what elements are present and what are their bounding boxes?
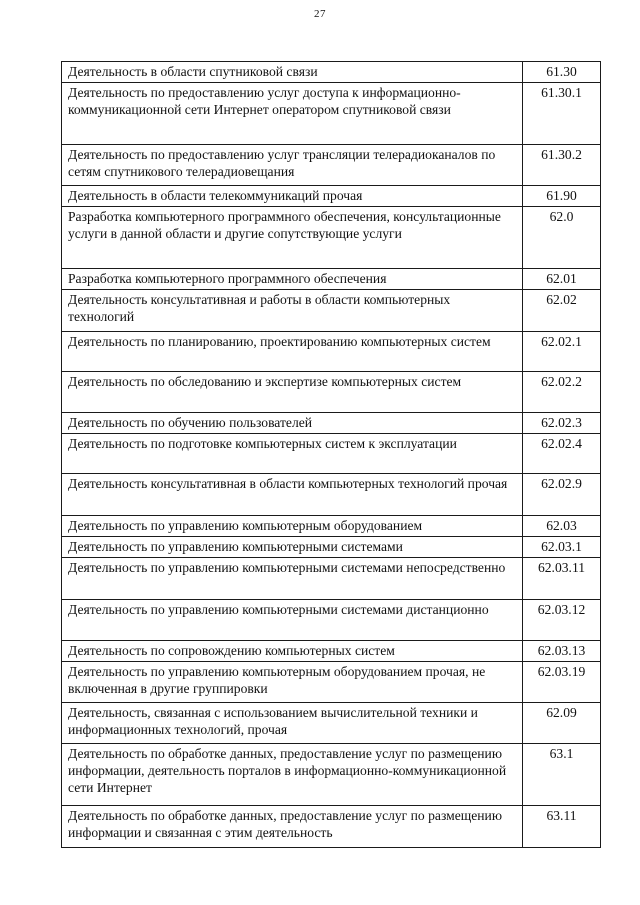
activity-code: 62.0 [523,207,601,269]
table-row [62,806,601,848]
activity-code: 62.03.1 [523,537,601,558]
table-row [62,269,601,290]
activity-code: 62.03 [523,516,601,537]
activity-code: 62.09 [523,703,601,744]
activity-codes-body [62,62,601,848]
table-row [62,62,601,83]
activity-code: 63.1 [523,744,601,806]
table-row [62,372,601,413]
activity-code: 62.02.9 [523,474,601,516]
activity-description: Деятельность в области телекоммуникаций прочая [62,186,523,207]
activity-code: 61.30 [523,62,601,83]
activity-code: 62.03.12 [523,600,601,641]
table-row [62,332,601,372]
table-row [62,516,601,537]
table-row [62,207,601,269]
activity-description: Деятельность по управлению компьютерным оборудованием [62,516,523,537]
table-row [62,641,601,662]
table-row [62,744,601,806]
table-row [62,662,601,703]
table-row [62,290,601,332]
table-row [62,83,601,145]
table-row [62,600,601,641]
activity-code: 63.11 [523,806,601,848]
activity-code: 62.03.13 [523,641,601,662]
activity-code: 61.90 [523,186,601,207]
activity-code: 61.30.2 [523,145,601,186]
activity-description: Деятельность, связанная с использованием вычислительной техники и информационных технологий, прочая [62,703,523,744]
activity-description: Разработка компьютерного программного обеспечения [62,269,523,290]
table-row [62,186,601,207]
activity-description: Деятельность по управлению компьютерными системами непосредственно [62,558,523,600]
activity-description: Деятельность по обработке данных, предоставление услуг по размещению информации и связанная с этим деятельность [62,806,523,848]
activity-code: 62.02 [523,290,601,332]
table-row [62,474,601,516]
activity-description: Деятельность по предоставлению услуг трансляции телерадиоканалов по сетям спутникового телерадиовещания [62,145,523,186]
activity-code: 62.03.11 [523,558,601,600]
table-row [62,558,601,600]
page-number: 27 [314,8,326,20]
activity-description: Деятельность в области спутниковой связи [62,62,523,83]
activity-codes-table [61,61,601,848]
activity-code: 62.02.4 [523,434,601,474]
activity-code: 62.02.2 [523,372,601,413]
activity-code: 61.30.1 [523,83,601,145]
activity-description: Деятельность по сопровождению компьютерных систем [62,641,523,662]
table-row [62,703,601,744]
activity-description: Деятельность по управлению компьютерным оборудованием прочая, не включенная в другие группировки [62,662,523,703]
activity-description: Деятельность по планированию, проектированию компьютерных систем [62,332,523,372]
table-row [62,145,601,186]
activity-code: 62.03.19 [523,662,601,703]
activity-code: 62.02.3 [523,413,601,434]
activity-description: Деятельность по обследованию и экспертизе компьютерных систем [62,372,523,413]
activity-code: 62.01 [523,269,601,290]
table-row [62,434,601,474]
table-row [62,413,601,434]
activity-description: Деятельность по управлению компьютерными системами дистанционно [62,600,523,641]
activity-description: Деятельность консультативная в области компьютерных технологий прочая [62,474,523,516]
activity-description: Деятельность по обучению пользователей [62,413,523,434]
table-row [62,537,601,558]
activity-code: 62.02.1 [523,332,601,372]
activity-description: Деятельность консультативная и работы в области компьютерных технологий [62,290,523,332]
activity-description: Деятельность по предоставлению услуг доступа к информационно-коммуникационной сети Интернет оператором спутниковой связи [62,83,523,145]
activity-description: Деятельность по обработке данных, предоставление услуг по размещению информации, деятельность порталов в информационно-коммуникационной сети Интернет [62,744,523,806]
activity-description: Деятельность по подготовке компьютерных систем к эксплуатации [62,434,523,474]
activity-description: Разработка компьютерного программного обеспечения, консультационные услуги в данной области и другие сопутствующие услуги [62,207,523,269]
activity-description: Деятельность по управлению компьютерными системами [62,537,523,558]
